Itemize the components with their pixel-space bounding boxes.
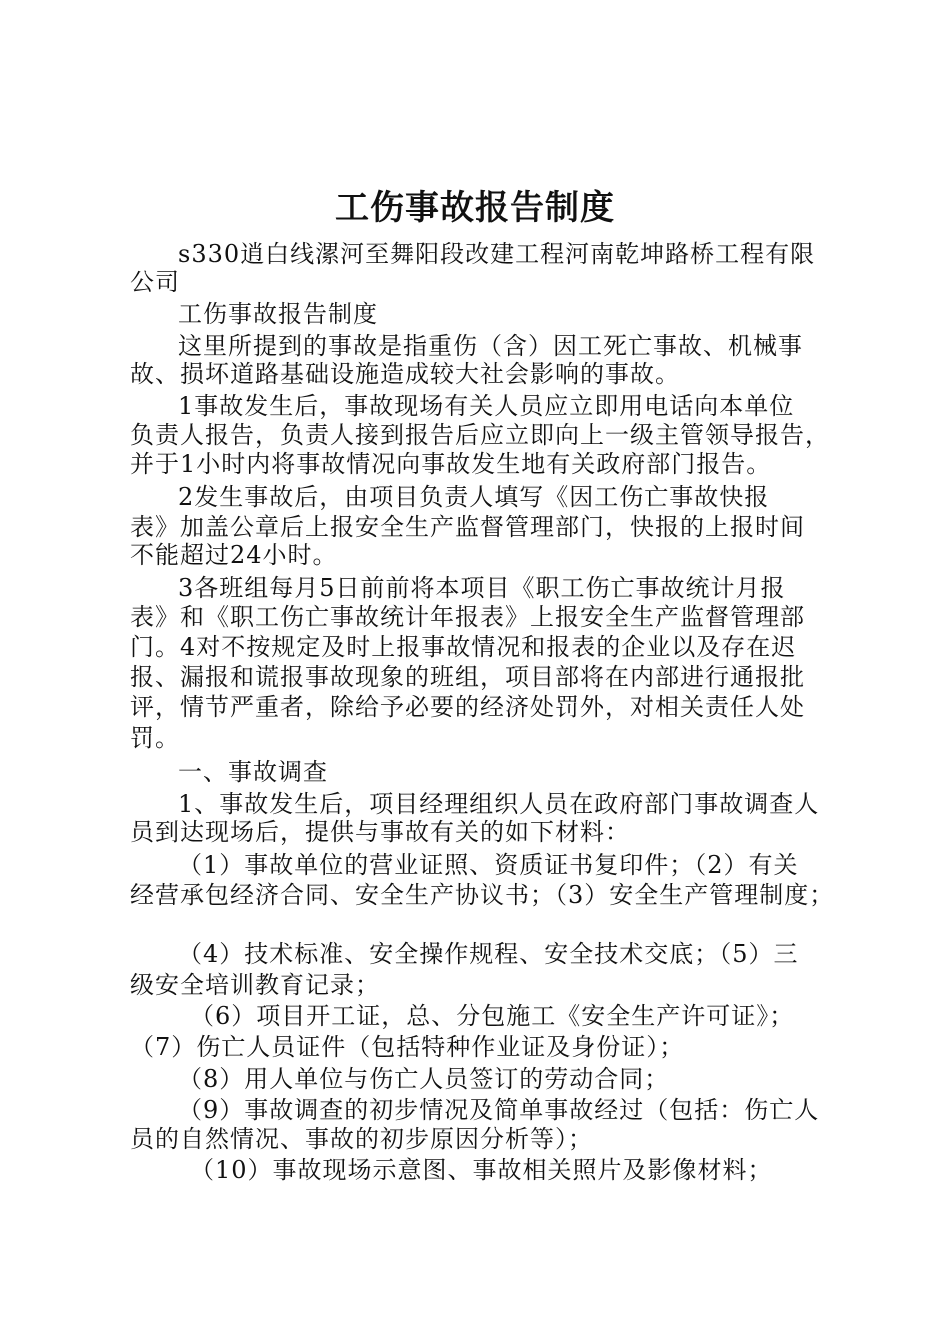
text-line: 员到达现场后，提供与事故有关的如下材料： bbox=[130, 818, 630, 846]
text-line: 评，情节严重者，除给予必要的经济处罚外，对相关责任人处 bbox=[130, 693, 805, 721]
document-title: 工伤事故报告制度 bbox=[335, 188, 615, 228]
text-line: 负责人报告，负责人接到报告后应立即向上一级主管领导报告， bbox=[130, 421, 830, 449]
text-line: （1）事故单位的营业证照、资质证书复印件；（2）有关 bbox=[178, 851, 799, 879]
text-line: 员的自然情况、事故的初步原因分析等）； bbox=[130, 1125, 593, 1153]
text-line: 故、损坏道路基础设施造成较大社会影响的事故。 bbox=[130, 360, 680, 388]
text-line: 2发生事故后，由项目负责人填写《因工伤亡事故快报 bbox=[178, 483, 770, 511]
text-line: 不能超过24小时。 bbox=[130, 541, 338, 569]
text-line: （9）事故调查的初步情况及简单事故经过（包括：伤亡人 bbox=[178, 1096, 820, 1124]
text-line: 工伤事故报告制度 bbox=[178, 300, 378, 328]
text-line: 级安全培训教育记录； bbox=[130, 971, 380, 999]
text-line: 报、漏报和谎报事故现象的班组，项目部将在内部进行通报批 bbox=[130, 663, 805, 691]
text-line: 3各班组每月5日前前将本项目《职工伤亡事故统计月报 bbox=[178, 574, 786, 602]
text-line: 公司 bbox=[130, 268, 180, 296]
text-line: （6）项目开工证，总、分包施工《安全生产许可证》； bbox=[190, 1002, 795, 1030]
text-line: （10）事故现场示意图、事故相关照片及影像材料； bbox=[190, 1156, 773, 1184]
text-line: 1事故发生后，事故现场有关人员应立即用电话向本单位 bbox=[178, 392, 795, 420]
text-line: 表》加盖公章后上报安全生产监督管理部门，快报的上报时间 bbox=[130, 513, 805, 541]
text-line: （4）技术标准、安全操作规程、安全技术交底；（5）三 bbox=[178, 940, 799, 968]
text-line: 经营承包经济合同、安全生产协议书；（3）安全生产管理制度； bbox=[130, 881, 835, 909]
section-heading: 一、事故调查 bbox=[178, 758, 328, 786]
text-line: s330逍白线漯河至舞阳段改建工程河南乾坤路桥工程有限 bbox=[178, 240, 816, 268]
text-line: （8）用人单位与伤亡人员签订的劳动合同； bbox=[178, 1065, 670, 1093]
text-line: 1、事故发生后，项目经理组织人员在政府部门事故调查人 bbox=[178, 790, 820, 818]
text-line: （7）伤亡人员证件（包括特种作业证及身份证）； bbox=[130, 1033, 685, 1061]
text-line: 这里所提到的事故是指重伤（含）因工死亡事故、机械事 bbox=[178, 332, 803, 360]
text-line: 并于1小时内将事故情况向事故发生地有关政府部门报告。 bbox=[130, 450, 772, 478]
text-line: 表》和《职工伤亡事故统计年报表》上报安全生产监督管理部 bbox=[130, 603, 805, 631]
text-line: 罚。 bbox=[130, 724, 180, 752]
text-line: 门。4对不按规定及时上报事故情况和报表的企业以及存在迟 bbox=[130, 633, 797, 661]
